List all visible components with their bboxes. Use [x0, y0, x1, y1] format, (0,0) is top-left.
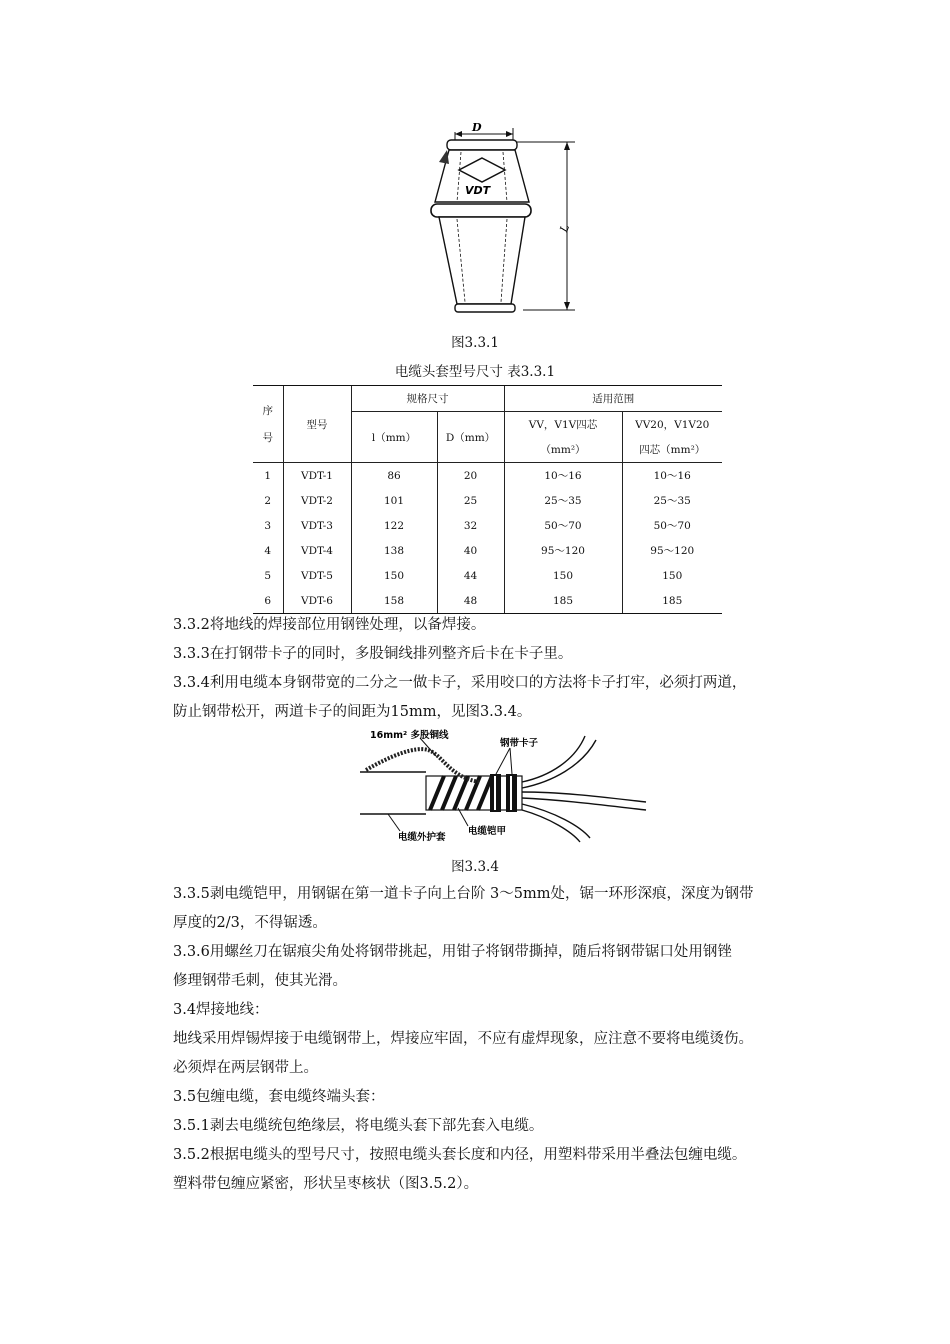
header-d-mm: D（mm）	[437, 412, 504, 463]
header-spec-size: 规格尺寸	[351, 386, 504, 412]
spec-table	[253, 385, 722, 614]
header-l-mm: l（mm）	[351, 412, 437, 463]
header-model: 型号	[283, 386, 351, 463]
para-335-line2: 厚度的2/3，不得锯透。	[173, 915, 327, 931]
label-stranded-wire: 16mm² 多股铜线	[370, 730, 449, 741]
heading-35: 3.5包缠电缆，套电缆终端头套：	[173, 1089, 385, 1105]
figure-steel-band-clamp	[360, 726, 655, 848]
label-steel-band-clamp: 钢带卡子	[500, 738, 539, 749]
label-outer-sheath: 电缆外护套	[398, 832, 446, 843]
header-vv: VV，V1V四芯	[504, 412, 622, 438]
header-vv20: VV20，V1V20	[622, 412, 722, 438]
para-335-line1: 3.3.5剥电缆铠甲，用钢锯在第一道卡子向上台阶 3～5mm处，锯一环形深痕，深度为钢带	[173, 886, 754, 902]
para-351: 3.5.1剥去电缆统包绝缘层，将电缆头套下部先套入电缆。	[173, 1118, 544, 1134]
table-row: 5 VDT-5 150 44 150 150	[253, 563, 722, 588]
para-334-line2: 防止钢带松开，两道卡子的间距为15mm，见图3.3.4。	[173, 704, 532, 720]
para-34-line1: 地线采用焊锡焊接于电缆钢带上，焊接应牢固，不应有虚焊现象，应注意不要将电缆烫伤。	[173, 1031, 753, 1047]
para-34-line2: 必须焊在两层钢带上。	[173, 1060, 318, 1076]
figure-331-caption: 图3.3.1	[451, 335, 499, 351]
table-row: 3 VDT-3 122 32 50～70 50～70	[253, 513, 722, 538]
para-352-line2: 塑料带包缠应紧密，形状呈枣核状（图3.5.2）。	[173, 1176, 479, 1192]
para-336-line1: 3.3.6用螺丝刀在锯痕尖角处将钢带挑起，用钳子将钢带撕掉，随后将钢带锯口处用钢锉	[173, 944, 732, 960]
para-336-line2: 修理钢带毛刺，使其光滑。	[173, 973, 347, 989]
para-352-line1: 3.5.2根据电缆头的型号尺寸，按照电缆头套长度和内径，用塑料带采用半叠法包缠电缆。	[173, 1147, 747, 1163]
para-334-line1: 3.3.4利用电缆本身钢带宽的二分之一做卡子，采用咬口的方法将卡子打牢，必须打两道，	[173, 675, 747, 691]
header-seq: 序 号	[253, 386, 283, 463]
header-range: 适用范围	[504, 386, 722, 412]
para-333: 3.3.3在打钢带卡子的同时，多股铜线排列整齐后卡在卡子里。	[173, 646, 573, 662]
heading-34: 3.4焊接地线：	[173, 1002, 269, 1018]
sleeve-logo-text: VDT	[465, 184, 491, 197]
label-cable-armor: 电缆铠甲	[468, 826, 507, 837]
table-row: 6 VDT-6 158 48 185 185	[253, 588, 722, 614]
dim-l-label: L	[557, 222, 573, 235]
header-vv20-unit: 四芯（mm²）	[622, 437, 722, 463]
figure-334-caption: 图3.3.4	[451, 859, 499, 875]
table-row: 4 VDT-4 138 40 95～120 95～120	[253, 538, 722, 563]
dim-d-label: D	[472, 121, 482, 134]
table-row: 1 VDT-1 86 20 10～16 10～16	[253, 463, 722, 489]
table-row: 2 VDT-2 101 25 25～35 25～35	[253, 488, 722, 513]
header-vv-unit: （mm²）	[504, 437, 622, 463]
para-332: 3.3.2将地线的焊接部位用钢锉处理，以备焊接。	[173, 617, 486, 633]
figure-cable-head-sleeve	[425, 118, 585, 323]
table-title: 电缆头套型号尺寸 表3.3.1	[394, 364, 556, 380]
